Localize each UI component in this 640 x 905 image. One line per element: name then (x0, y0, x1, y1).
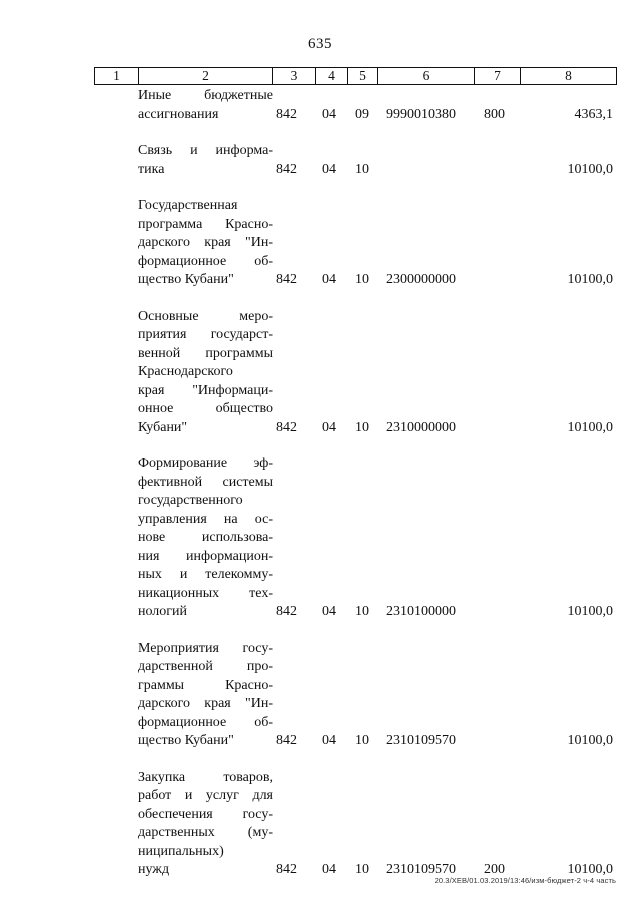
table-row (94, 455, 617, 622)
row-name (138, 308, 273, 438)
row-name-line: Иные бюджетные (138, 88, 273, 103)
row-name-line: ния информацион- (138, 548, 273, 564)
row-name-line: Основные меро- (138, 308, 273, 324)
cell-c7: 800 (484, 106, 505, 122)
cell-c8: 10100,0 (567, 161, 613, 177)
row-name-line: формационное об- (138, 253, 273, 269)
row-name-line: Государственная (138, 198, 238, 213)
row-name-line: государственного (138, 493, 243, 508)
cell-c6: 2300000000 (386, 272, 456, 287)
row-name-line: Кубани" (138, 419, 188, 435)
row-name-line: щество Кубани" (138, 733, 234, 748)
cell-c5: 10 (355, 272, 369, 287)
cell-c6: 2310109570 (386, 733, 456, 748)
row-name-line: нужд (138, 862, 170, 877)
cell-c6: 2310100000 (386, 604, 456, 619)
row-name-line: обеспечения госу- (138, 806, 273, 822)
header-col-7: 7 (475, 68, 521, 84)
cell-c3: 842 (276, 419, 297, 435)
cell-c3: 842 (276, 106, 297, 122)
row-name-line: граммы Красно- (138, 677, 273, 693)
row-name-line: дарственной про- (138, 659, 273, 674)
table-row (94, 640, 617, 751)
cell-c4: 04 (322, 161, 336, 177)
cell-c4: 04 (322, 419, 336, 435)
row-name (138, 640, 273, 751)
footer-stamp: 20.3/ХЕВ/01.03.2019/13:46/изм-бюджет-2 ч-4 часть (434, 876, 616, 885)
table-row (94, 197, 617, 290)
cell-c5: 10 (355, 733, 369, 748)
cell-c7: 200 (484, 862, 505, 877)
cell-c8: 10100,0 (567, 419, 613, 435)
row-name-line: нове использова- (138, 530, 273, 545)
cell-c3: 842 (276, 733, 297, 748)
row-name (138, 197, 273, 290)
row-name-line: программа Красно- (138, 216, 273, 232)
row-name-line: дарского края "Ин- (138, 696, 273, 711)
cell-c5: 09 (355, 106, 369, 122)
row-name-line: никационных тех- (138, 585, 273, 601)
header-col-3: 3 (273, 68, 316, 84)
cell-c4: 04 (322, 733, 336, 748)
row-name-line: тика (138, 161, 165, 177)
row-name-line: работ и услуг для (138, 788, 273, 803)
row-name (138, 87, 273, 124)
row-name-line: щество Кубани" (138, 272, 234, 287)
cell-c3: 842 (276, 272, 297, 287)
table-row (94, 87, 617, 124)
cell-c8: 10100,0 (567, 862, 613, 877)
row-name-line: ниципальных) (138, 843, 224, 859)
row-name-line: формационное об- (138, 714, 273, 730)
cell-c8: 10100,0 (567, 272, 613, 287)
row-name-line: дарственных (му- (138, 825, 273, 840)
cell-c5: 10 (355, 161, 369, 177)
header-col-2: 2 (139, 68, 273, 84)
cell-c6: 2310000000 (386, 419, 456, 435)
table-row (94, 769, 617, 880)
cell-c4: 04 (322, 862, 336, 877)
row-name-line: Мероприятия госу- (138, 640, 273, 656)
header-col-6: 6 (378, 68, 475, 84)
row-name-line: фективной системы (138, 474, 273, 490)
cell-c6: 9990010380 (386, 106, 456, 122)
row-name-line: ных и телекомму- (138, 567, 273, 582)
row-name-line: онное общество (138, 401, 273, 416)
row-name-line: ассигнования (138, 106, 219, 122)
row-name-line: дарского края "Ин- (138, 235, 273, 250)
cell-c5: 10 (355, 604, 369, 619)
cell-c4: 04 (322, 106, 336, 122)
row-name-line: Краснодарского (138, 364, 233, 379)
cell-c6: 2310109570 (386, 862, 456, 877)
cell-c3: 842 (276, 604, 297, 619)
cell-c8: 10100,0 (567, 733, 613, 748)
cell-c5: 10 (355, 862, 369, 877)
row-name-line: управления на ос- (138, 511, 273, 527)
row-name-line: края "Информаци- (138, 382, 273, 398)
row-name-line: Связь и информа- (138, 143, 273, 158)
table-header (94, 67, 617, 85)
row-name (138, 455, 273, 622)
cell-c8: 10100,0 (567, 604, 613, 619)
page-number: 635 (308, 36, 332, 52)
row-name (138, 769, 273, 880)
header-col-8: 8 (565, 68, 572, 83)
cell-c5: 10 (355, 419, 369, 435)
table-row (94, 142, 617, 179)
cell-c3: 842 (276, 161, 297, 177)
row-name-line: Закупка товаров, (138, 769, 273, 785)
row-name (138, 142, 273, 179)
cell-c3: 842 (276, 862, 297, 877)
row-name-line: нологий (138, 604, 188, 619)
cell-c8: 4363,1 (574, 106, 613, 122)
row-name-line: приятия государст- (138, 327, 273, 342)
header-col-4: 4 (316, 68, 348, 84)
row-name-line: Формирование эф- (138, 456, 273, 471)
table-body (94, 87, 617, 880)
header-col-5: 5 (348, 68, 378, 84)
table-row (94, 308, 617, 438)
row-name-line: венной программы (138, 345, 273, 361)
cell-c4: 04 (322, 272, 336, 287)
cell-c4: 04 (322, 604, 336, 619)
header-col-1: 1 (95, 68, 139, 84)
